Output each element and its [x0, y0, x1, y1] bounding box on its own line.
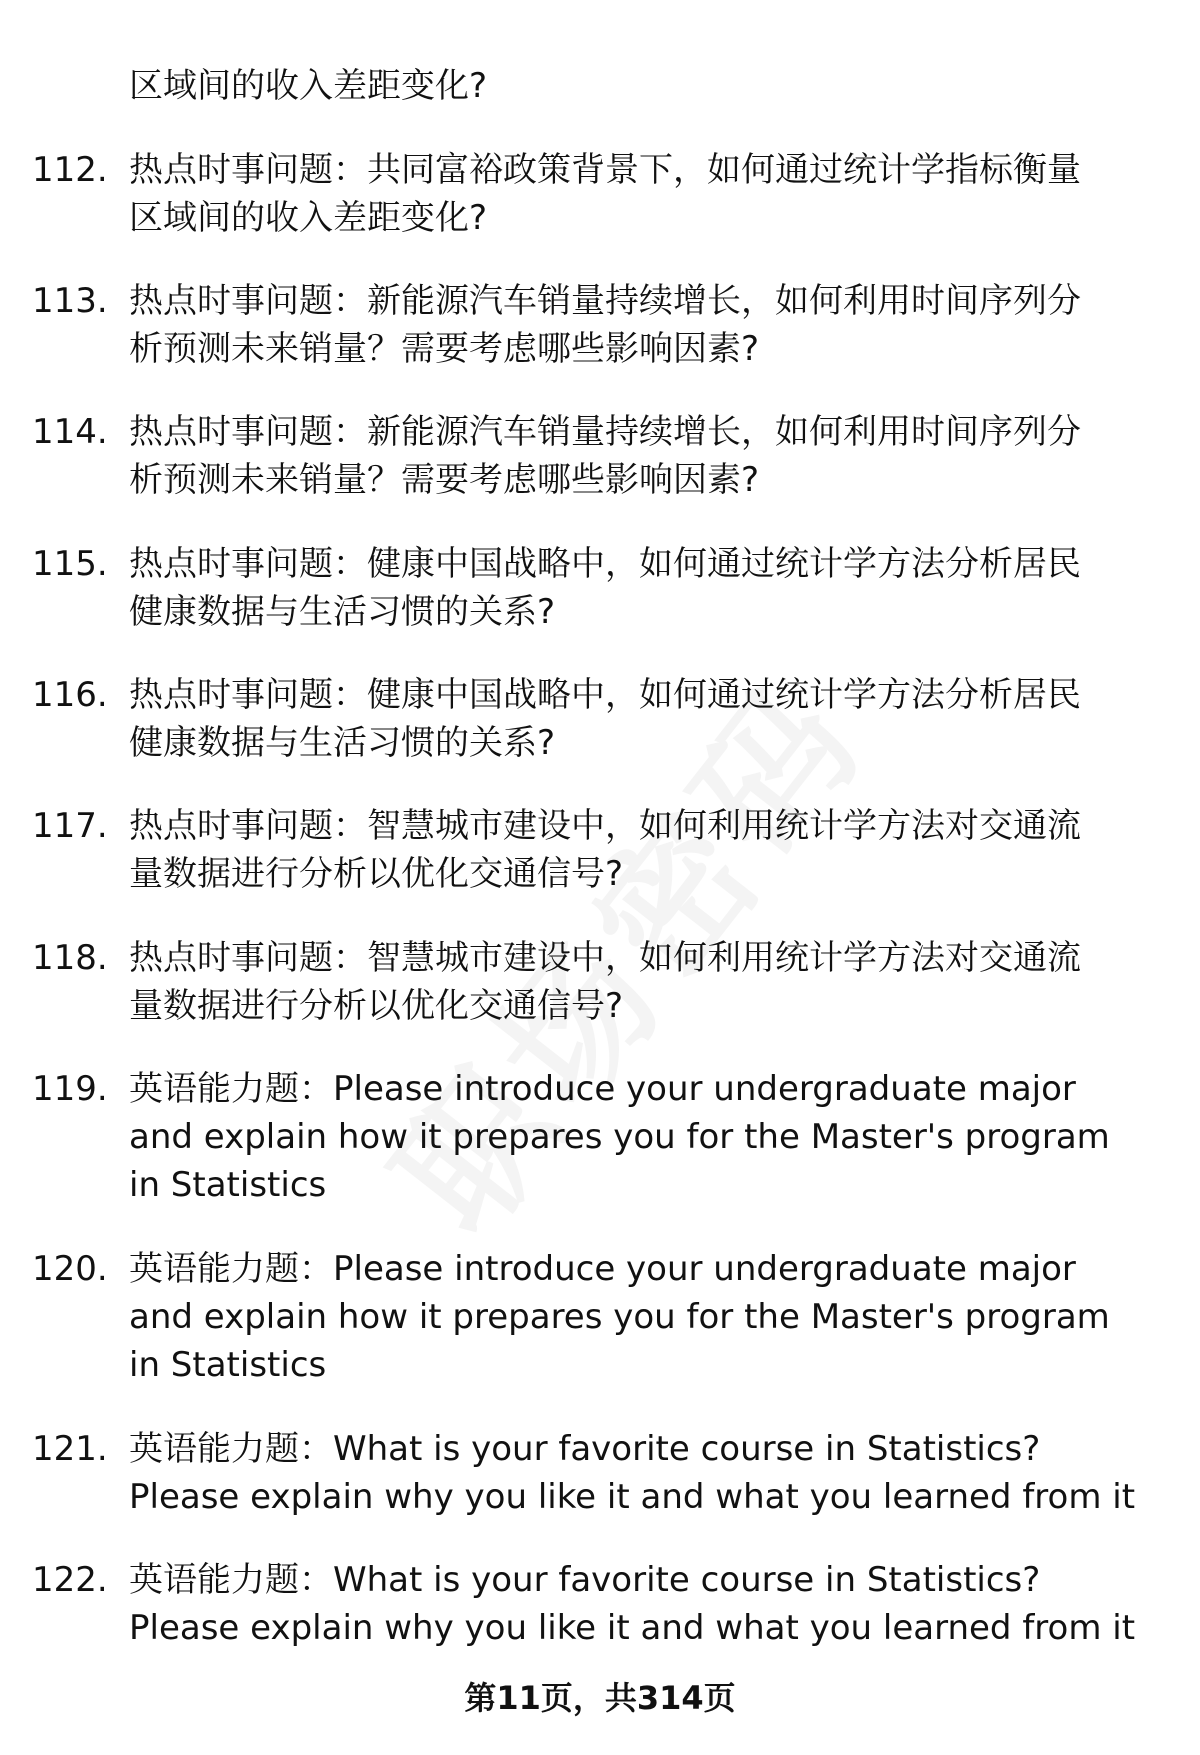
item-number: 113.	[32, 281, 108, 321]
page-footer: 第11页，共314页	[464, 1679, 736, 1717]
item-number: 120.	[32, 1249, 108, 1289]
item-text: 热点时事问题：健康中国战略中，如何通过统计学方法分析居民 健康数据与生活习惯的关系?	[129, 675, 1081, 763]
item-text: 英语能力题：What is your favorite course in Statistics? Please explain why you like it and what you learned from it	[129, 1560, 1136, 1648]
item-text: 热点时事问题：共同富裕政策背景下，如何通过统计学指标衡量 区域间的收入差距变化?	[129, 150, 1081, 238]
item-number: 118.	[32, 938, 108, 978]
item-number: 119.	[32, 1069, 108, 1109]
continuation-text: 区域间的收入差距变化?	[129, 66, 488, 106]
item-text: 热点时事问题：健康中国战略中，如何通过统计学方法分析居民 健康数据与生活习惯的关系?	[129, 544, 1081, 632]
item-text: 英语能力题：What is your favorite course in Statistics? Please explain why you like it and what you learned from it	[129, 1429, 1136, 1517]
item-number: 121.	[32, 1429, 108, 1469]
item-text: 热点时事问题：智慧城市建设中，如何利用统计学方法对交通流 量数据进行分析以优化交通信号?	[129, 938, 1081, 1026]
item-number: 112.	[32, 150, 108, 190]
item-number: 122.	[32, 1560, 108, 1600]
item-number: 115.	[32, 544, 108, 584]
item-text: 热点时事问题：新能源汽车销量持续增长，如何利用时间序列分 析预测未来销量？需要考虑哪些影响因素?	[129, 412, 1081, 500]
item-text: 英语能力题：Please introduce your undergraduate major and explain how it prepares you for the Master's program in Statistics	[129, 1069, 1110, 1205]
item-text: 热点时事问题：新能源汽车销量持续增长，如何利用时间序列分 析预测未来销量？需要考虑哪些影响因素?	[129, 281, 1081, 369]
item-text: 热点时事问题：智慧城市建设中，如何利用统计学方法对交通流 量数据进行分析以优化交通信号?	[129, 806, 1081, 894]
item-number: 117.	[32, 806, 108, 846]
item-number: 116.	[32, 675, 108, 715]
item-text: 英语能力题：Please introduce your undergraduate major and explain how it prepares you for the Master's program in Statistics	[129, 1249, 1110, 1385]
item-number: 114.	[32, 412, 108, 452]
